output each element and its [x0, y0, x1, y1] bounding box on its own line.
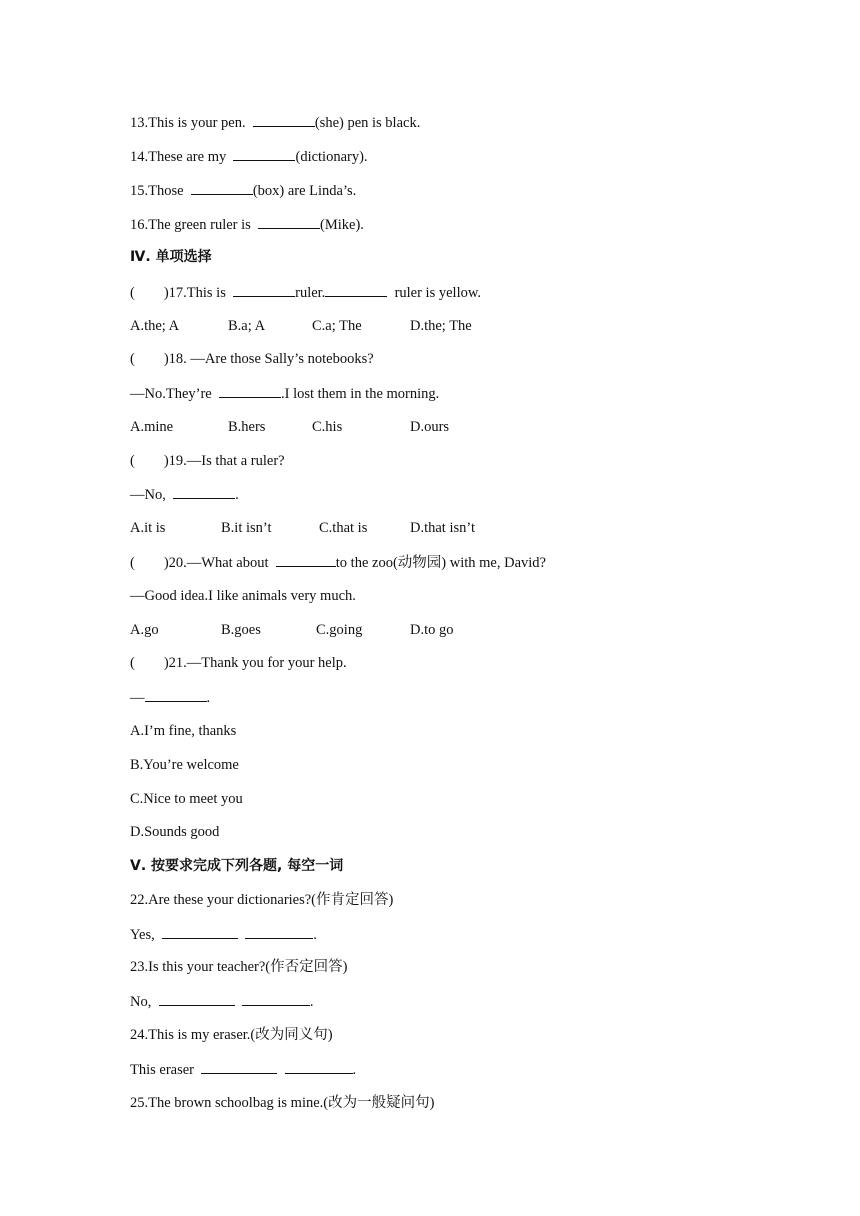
- response-text: —: [130, 690, 145, 706]
- question-14-text: 14.These are my: [130, 149, 234, 165]
- question-21: ( )21.—Thank you for your help.: [130, 655, 347, 671]
- question-14: [130, 146, 368, 167]
- question-17-text-mid: ruler.: [295, 285, 326, 301]
- answer-blank: [191, 180, 253, 195]
- option-d: D.ours: [410, 419, 450, 435]
- answer-text: No,: [130, 994, 159, 1010]
- question-19-response: [130, 484, 239, 505]
- answer-text-end: .: [309, 994, 314, 1010]
- option-b: B.You’re welcome: [130, 757, 239, 773]
- answer-blank: [219, 383, 281, 398]
- option-d: D.the; The: [410, 318, 472, 334]
- option-d: D.Sounds good: [130, 824, 220, 840]
- answer-blank: [145, 687, 207, 702]
- answer-blank: [285, 1059, 353, 1074]
- option-b: B.a; A: [228, 318, 266, 334]
- answer-blank: [162, 924, 238, 939]
- option-a: A.mine: [130, 419, 174, 435]
- answer-blank: [253, 112, 315, 127]
- option-b: B.goes: [221, 622, 261, 638]
- answer-text: This eraser: [130, 1062, 202, 1078]
- question-18: ( )18. —Are those Sally’s notebooks?: [130, 351, 374, 367]
- question-20-text: ( )20.—What about: [130, 555, 276, 571]
- option-c: C.Nice to meet you: [130, 791, 243, 807]
- question-17-text-end: ruler is yellow.: [387, 285, 482, 301]
- question-19: ( )19.—Is that a ruler?: [130, 453, 285, 469]
- question-20-response: —Good idea.I like animals very much.: [130, 588, 356, 604]
- option-b: B.it isn’t: [221, 520, 272, 536]
- response-text-end: .: [206, 690, 211, 706]
- question-13: [130, 112, 420, 133]
- answer-blank: [245, 924, 313, 939]
- option-c: C.that is: [319, 520, 368, 536]
- answer-blank: [233, 146, 295, 161]
- response-text-end: .: [235, 487, 239, 503]
- option-a: A.I’m fine, thanks: [130, 723, 237, 739]
- response-text-end: .I lost them in the morning.: [280, 386, 440, 402]
- question-23-answer: [130, 991, 313, 1012]
- question-24: 24.This is my eraser.(改为同义句): [130, 1027, 333, 1043]
- question-24-answer: [130, 1059, 356, 1080]
- option-b: B.hers: [228, 419, 266, 435]
- question-22-answer: [130, 924, 317, 945]
- answer-blank: [233, 282, 295, 297]
- answer-text: Yes,: [130, 927, 162, 943]
- question-15-text-end: (box) are Linda’s.: [252, 183, 357, 199]
- option-c: C.his: [312, 419, 343, 435]
- question-18-response: [130, 383, 439, 404]
- option-a: A.go: [130, 622, 159, 638]
- question-16-text-end: (Mike).: [320, 217, 364, 233]
- question-23: 23.Is this your teacher?(作否定回答): [130, 959, 348, 975]
- question-21-response: [130, 687, 210, 708]
- question-16: [130, 214, 364, 235]
- answer-blank: [173, 484, 235, 499]
- question-17-text: ( )17.This is: [130, 285, 234, 301]
- answer-blank: [325, 282, 387, 297]
- option-d: D.that isn’t: [410, 520, 475, 536]
- question-13-text-end: (she) pen is black.: [314, 115, 421, 131]
- question-25: 25.The brown schoolbag is mine.(改为一般疑问句): [130, 1095, 435, 1111]
- section-4-heading: Ⅳ. 单项选择: [130, 249, 212, 265]
- response-text: —No,: [130, 487, 174, 503]
- answer-blank: [201, 1059, 277, 1074]
- question-20: [130, 552, 546, 573]
- section-5-heading: Ⅴ. 按要求完成下列各题, 每空一词: [130, 858, 344, 874]
- option-d: D.to go: [410, 622, 454, 638]
- option-a: A.it is: [130, 520, 166, 536]
- question-15-text: 15.Those: [130, 183, 191, 199]
- answer-text-end: .: [352, 1062, 357, 1078]
- question-13-text: 13.This is your pen.: [130, 115, 253, 131]
- answer-blank: [242, 991, 310, 1006]
- question-16-text: 16.The green ruler is: [130, 217, 259, 233]
- answer-text-end: .: [313, 927, 317, 943]
- question-14-text-end: (dictionary).: [295, 149, 368, 165]
- option-c: C.going: [316, 622, 363, 638]
- option-c: C.a; The: [312, 318, 362, 334]
- response-text: —No.They’re: [130, 386, 219, 402]
- answer-blank: [258, 214, 320, 229]
- question-17: [130, 282, 481, 303]
- question-22: 22.Are these your dictionaries?(作肯定回答): [130, 892, 394, 908]
- question-15: [130, 180, 356, 201]
- question-20-text-end: to the zoo(动物园) with me, David?: [335, 555, 546, 571]
- option-a: A.the; A: [130, 318, 180, 334]
- answer-blank: [159, 991, 235, 1006]
- answer-blank: [276, 552, 336, 567]
